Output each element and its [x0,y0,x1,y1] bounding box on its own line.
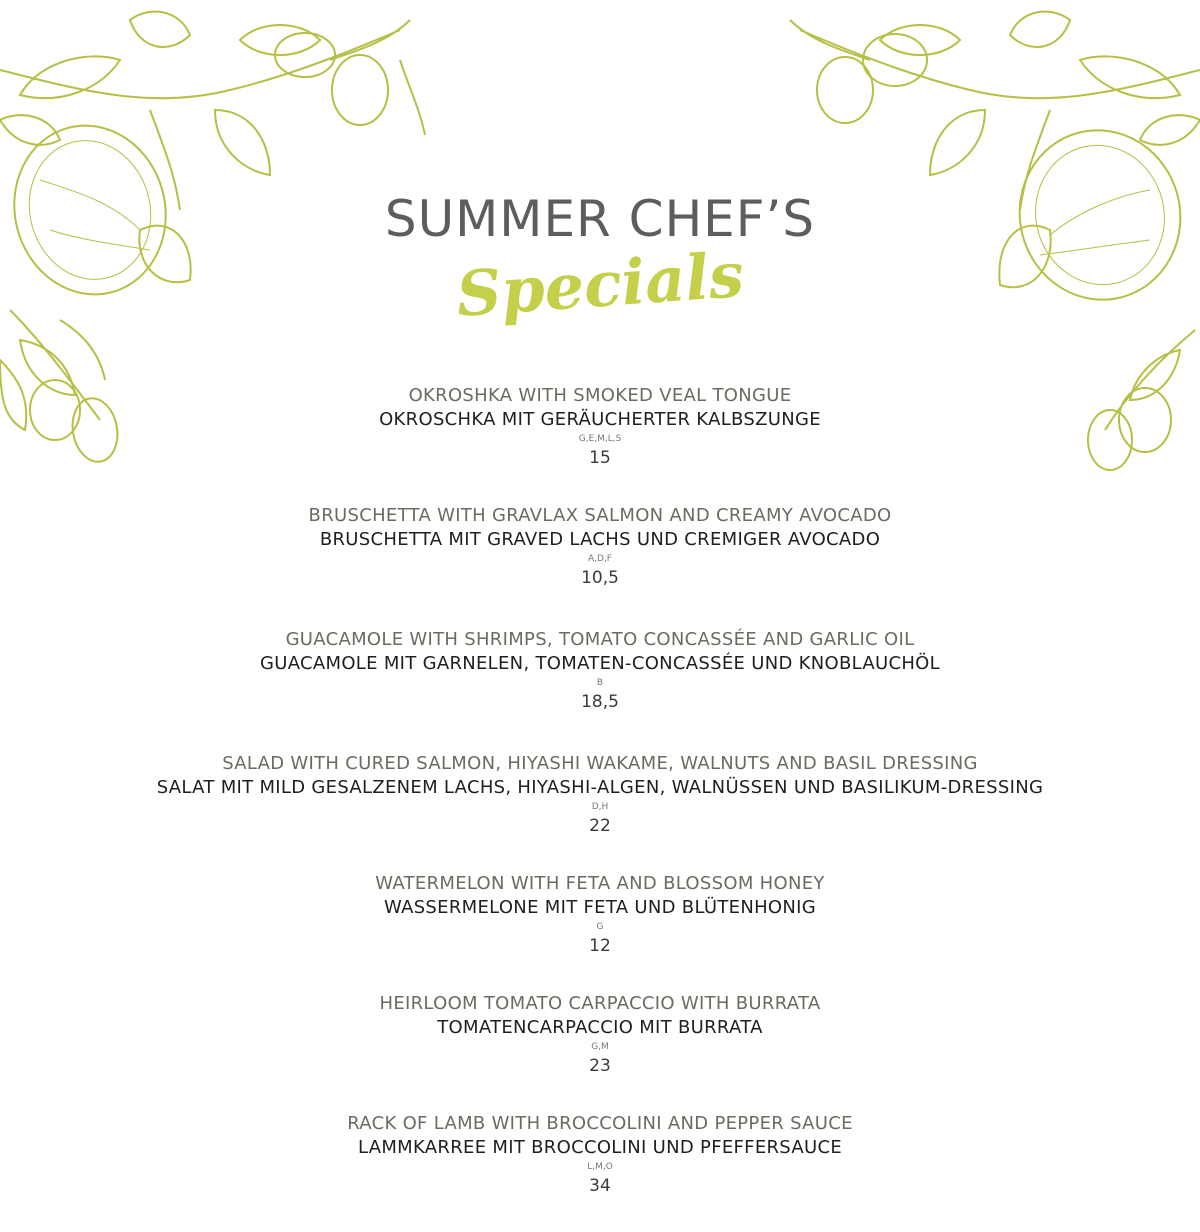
dish-name-english: GUACAMOLE WITH SHRIMPS, TOMATO CONCASSÉE AND GARLIC OIL [285,629,915,650]
dish-name-english: SALAD WITH CURED SALMON, HIYASHI WAKAME, WALNUTS AND BASIL DRESSING [222,753,978,774]
dish-allergens: L,M,O [587,1162,613,1172]
menu-item [0,992,1200,1112]
dish-name-english: BRUSCHETTA WITH GRAVLAX SALMON AND CREAMY AVOCADO [308,505,892,526]
dish-name-english: HEIRLOOM TOMATO CARPACCIO WITH BURRATA [379,993,821,1014]
page-subtitle-script: Specials [454,238,746,331]
dish-name-german: BRUSCHETTA MIT GRAVED LACHS UND CREMIGER AVOCADO [319,529,881,550]
menu-item [0,504,1200,628]
dish-price: 18,5 [581,692,619,712]
dish-allergens: D,H [591,802,609,812]
dish-name-german: SALAT MIT MILD GESALZENEM LACHS, HIYASHI-ALGEN, WALNÜSSEN UND BASILIKUM-DRESSING [156,777,1044,798]
page-title: SUMMER CHEF’S [384,190,816,248]
menu-item [0,1112,1200,1232]
dish-price: 23 [589,1056,611,1076]
dish-name-english: WATERMELON WITH FETA AND BLOSSOM HONEY [375,873,825,894]
dish-price: 22 [589,816,611,836]
dish-name-german: TOMATENCARPACCIO MIT BURRATA [437,1017,763,1038]
dish-allergens: A,D,F [588,554,612,564]
menu-item [0,628,1200,752]
menu-list [0,384,1200,1232]
dish-price: 12 [589,936,611,956]
dish-allergens: G,M [591,1042,609,1052]
dish-name-german: GUACAMOLE MIT GARNELEN, TOMATEN-CONCASSÉE UND KNOBLAUCHÖL [260,653,940,674]
dish-name-english: OKROSHKA WITH SMOKED VEAL TONGUE [408,385,792,406]
dish-price: 15 [589,448,611,468]
dish-allergens: B [596,678,604,688]
menu-item [0,872,1200,992]
dish-name-german: WASSERMELONE MIT FETA UND BLÜTENHONIG [383,897,817,918]
dish-price: 34 [589,1176,611,1196]
dish-name-german: OKROSCHKA MIT GERÄUCHERTER KALBSZUNGE [379,409,821,430]
menu-item [0,384,1200,504]
dish-price: 10,5 [581,568,619,588]
dish-allergens: G,E,M,L,S [578,434,622,444]
menu-item [0,752,1200,872]
dish-name-german: LAMMKARREE MIT BROCCOLINI UND PFEFFERSAUCE [358,1137,842,1158]
dish-name-english: RACK OF LAMB WITH BROCCOLINI AND PEPPER SAUCE [347,1113,853,1134]
dish-allergens: G [596,922,604,932]
